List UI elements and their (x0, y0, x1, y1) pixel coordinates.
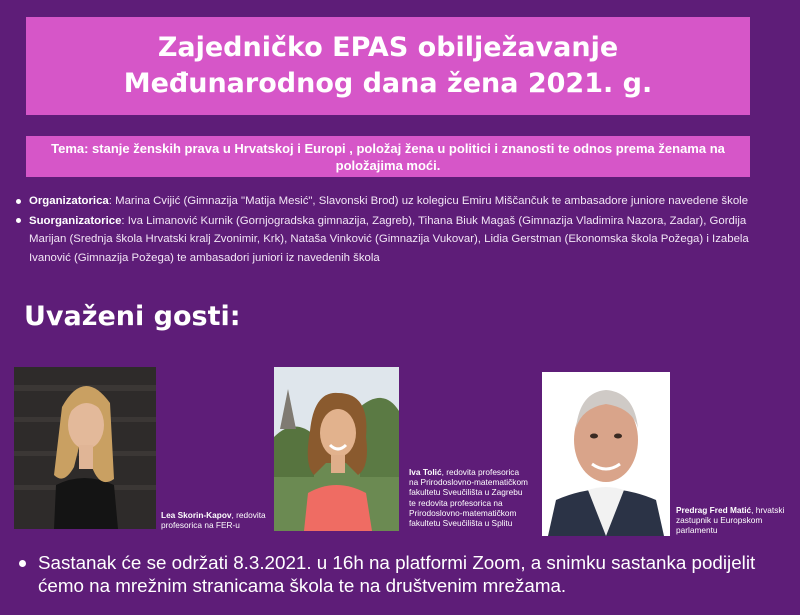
guest-name-1: Lea Skorin-Kapov (161, 510, 232, 520)
organizers-list (15, 192, 777, 268)
guest-caption-3 (676, 505, 796, 536)
bullet-icon (19, 560, 26, 567)
theme-text: Tema: stanje ženskih prava u Hrvatskoj i Europi , položaj žena u politici i znanosti te odnos prema ženama na položajima moći. (51, 140, 725, 173)
guest-caption-2 (409, 467, 529, 528)
title-line-1: Zajedničko EPAS obilježavanje (157, 32, 619, 63)
theme-banner (26, 136, 750, 177)
bullet-icon (16, 199, 21, 204)
guest-photo-iva-tolic (274, 367, 399, 531)
bullet-icon (16, 218, 21, 223)
list-item-organizer (15, 192, 777, 211)
guest-name-3: Predrag Fred Matić (676, 505, 752, 515)
guest-name-2: Iva Tolić (409, 467, 442, 477)
title-line-2: Međunarodnog dana žena 2021. g. (123, 68, 653, 99)
list-item-co-organizers (15, 212, 777, 268)
guest-description-2: , redovita profesorica na Prirodoslovno-matematičkom fakultetu Sveučilišta u Zagrebu te redovita profesorica na Prirodoslovno-matematičkom fakultetu Sveučilišta u Splitu (409, 467, 528, 529)
guest-photo-predrag-fred-matic (542, 372, 670, 536)
guest-caption-1 (161, 510, 269, 530)
meeting-info (14, 551, 794, 597)
page-title (26, 17, 750, 115)
guest-description-3: , hrvatski zastupnik u Europskom parlamentu (676, 505, 785, 536)
organizer-text: : Marina Cvijić (Gimnazija "Matija Mesić", Slavonski Brod) uz kolegicu Emiru Miščančuk te ambasadore juniore navedene škole (108, 195, 749, 207)
guest-description-1: , redovita profesorica na FER-u (161, 510, 266, 531)
guest-photo-lea-skorin-kapov (14, 367, 156, 529)
guests-heading: Uvaženi gosti: (24, 301, 241, 332)
meeting-note-text: Sastanak će se održati 8.3.2021. u 16h na platformi Zoom, a snimku sastanka podijelit ćemo na mrežnim stranicama škola te na društvenim mrežama. (38, 552, 756, 596)
co-organizers-label: Suorganizatorice (29, 214, 122, 227)
organizer-label: Organizatorica (29, 195, 109, 207)
co-organizers-text: : Iva Limanović Kurnik (Gornjogradska gimnazija, Zagreb), Tihana Biuk Magaš (Gimnazija Vladimira Nazora, Zadar), Gordija Marijan (Srednja škola Hrvatski kralj Zvonimir, Krk), Nataša Vinković (Gimnazija Vukovar), Lidia Gerstman (Ekonomska škola Požega) i Izabela Ivanović (Gimnazija Požega) te ambasadori juniori iz navedenih škola (29, 214, 749, 264)
